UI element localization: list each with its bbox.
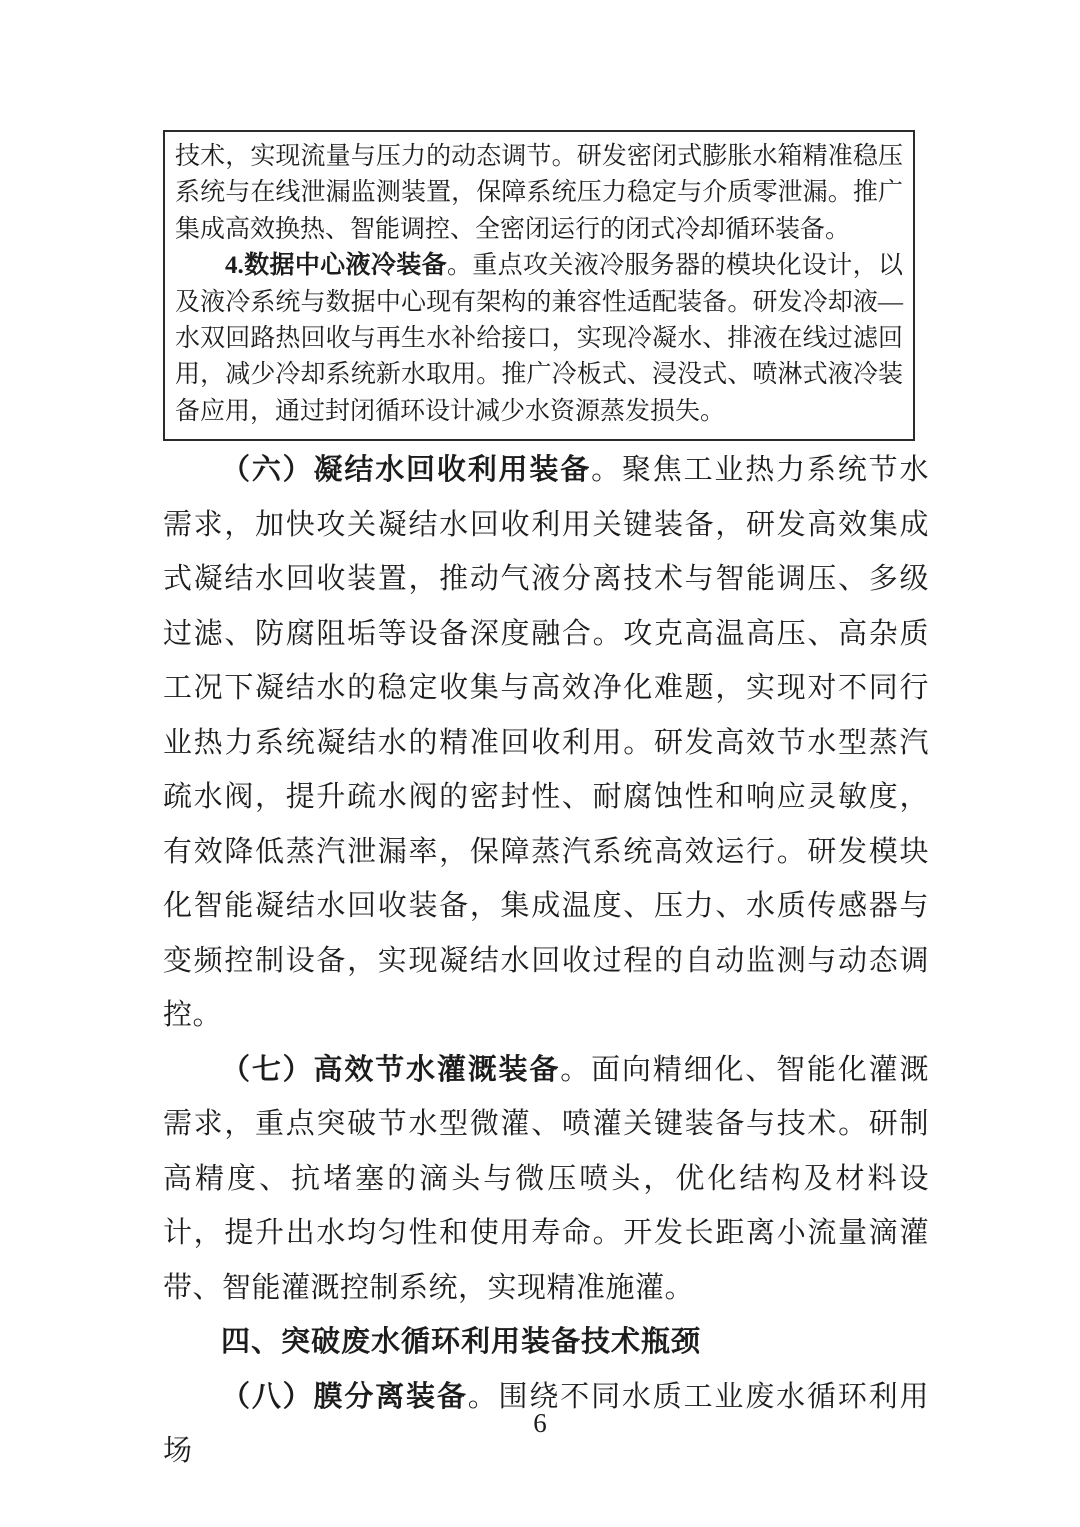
box-item-4-text: 。重点攻关液冷服务器的模块化设计，以及液冷系统与数据中心现有架构的兼容性适配装备。研发冷却液—水双回路热回收与再生水补给接口，实现冷凝水、排液在线过滤回用，减少冷却系统新水取用。推广冷板式、浸没式、喷淋式液冷装备应用，通过封闭循环设计减少水资源蒸发损失。 <box>175 252 903 425</box>
section-seven-text: 。面向精细化、智能化灌溉需求，重点突破节水型微灌、喷灌关键装备与技术。研制高精度、抗堵塞的滴头与微压喷头，优化结构及材料设计，提升出水均匀性和使用寿命。开发长距离小流量滴灌带、智能灌溉控制系统，实现精准施灌。 <box>163 1053 929 1304</box>
box-item-4-label: 4.数据中心液冷装备 <box>225 252 447 280</box>
section-seven-label: （七）高效节水灌溉装备 <box>221 1053 561 1086</box>
section-eight-label: （八）膜分离装备 <box>221 1380 468 1413</box>
section-eight-text: 。围绕不同水质工业废水循环利用场 <box>163 1380 929 1467</box>
section-seven-paragraph <box>163 1043 929 1316</box>
section-six-label: （六）凝结水回收利用装备 <box>221 454 592 486</box>
box-item-4-paragraph <box>175 248 903 430</box>
box-paragraph-continuation-text: 技术，实现流量与压力的动态调节。研发密闭式膨胀水箱精准稳压系统与在线泄漏监测装置，保障系统压力稳定与介质零泄漏。推广集成高效换热、智能调控、全密闭运行的闭式冷却循环装备。 <box>175 143 903 243</box>
boxed-text-block <box>163 130 915 441</box>
document-body <box>163 443 929 1479</box>
section-six-text: 。聚焦工业热力系统节水需求，加快攻关凝结水回收利用关键装备，研发高效集成式凝结水回收装置，推动气液分离技术与智能调压、多级过滤、防腐阻垢等设备深度融合。攻克高温高压、高杂质工况下凝结水的稳定收集与高效净化难题，实现对不同行业热力系统凝结水的精准回收利用。研发高效节水型蒸汽疏水阀，提升疏水阀的密封性、耐腐蚀性和响应灵敏度，有效降低蒸汽泄漏率，保障蒸汽系统高效运行。研发模块化智能凝结水回收装备，集成温度、压力、水质传感器与变频控制设备，实现凝结水回收过程的自动监测与动态调控。 <box>163 454 929 1031</box>
page-number: 6 <box>533 1408 547 1438</box>
section-six-paragraph <box>163 443 929 1043</box>
chapter-four-heading: 四、突破废水循环利用装备技术瓶颈 <box>221 1326 702 1358</box>
box-paragraph-continuation <box>175 139 903 248</box>
